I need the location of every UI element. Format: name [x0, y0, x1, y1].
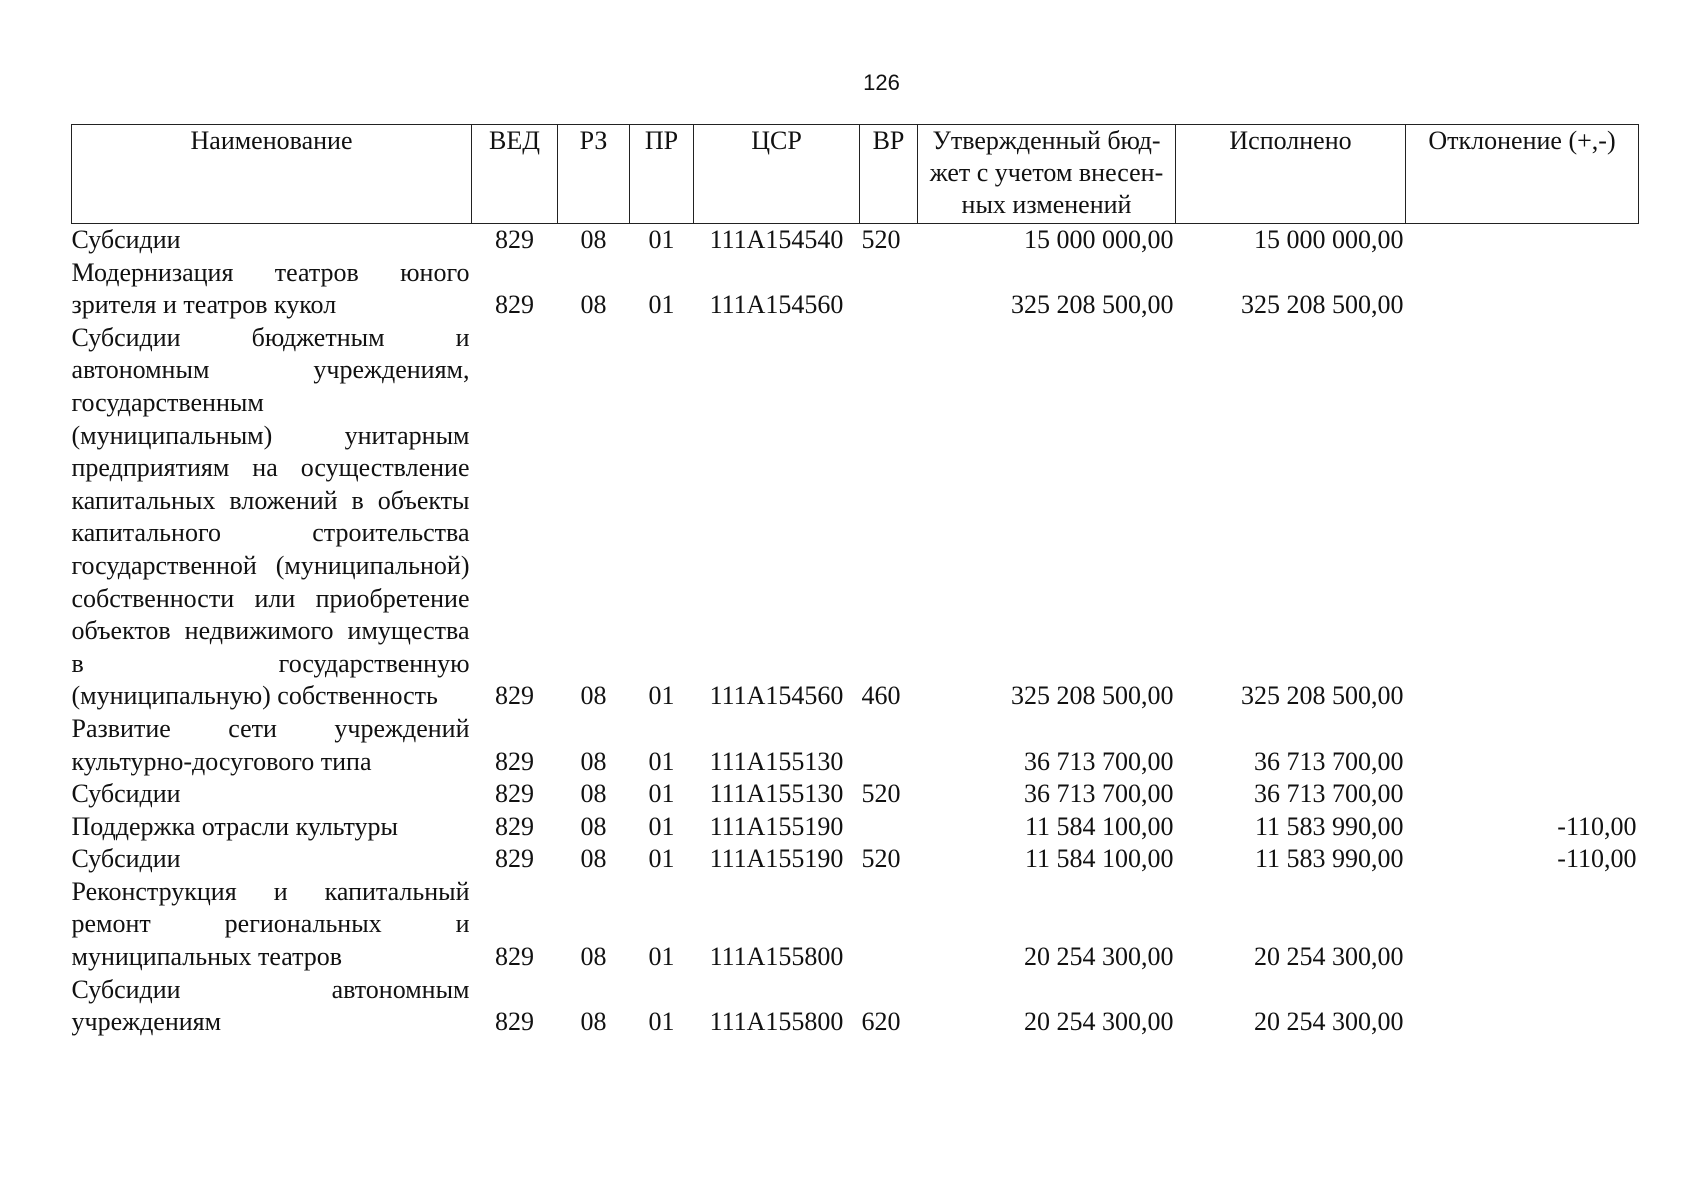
budget-execution-table [71, 124, 1639, 1039]
row-name: Реконструкция и капитальный ремонт региональных и муниципальных театров [71, 876, 470, 972]
row-rz: 08 [580, 811, 607, 841]
row-budget: 36 713 700,00 [1024, 746, 1174, 776]
row-csr: 111А155190 [709, 844, 844, 874]
row-name: Субсидии бюджетным и автономным учреждениям, государственным (муниципальным) унитарным предприятиям на осуществление капитальных вложений в объекты капитального строительства государственной (муниципальной) собственности или приобретение объектов недвижимого имущества в государственную (муниципальную) собственность [71, 322, 470, 711]
row-ved: 829 [495, 942, 534, 972]
header-executed: Исполнено [1176, 125, 1406, 224]
row-rz: 08 [580, 779, 607, 809]
row-rz: 08 [580, 290, 607, 320]
row-deviation [1406, 713, 1639, 778]
table-row [72, 257, 1639, 322]
row-pr: 01 [648, 1007, 675, 1037]
row-budget: 36 713 700,00 [1024, 779, 1174, 809]
row-rz: 08 [580, 1007, 607, 1037]
header-name: Наименование [72, 125, 472, 224]
table-row [72, 876, 1639, 974]
row-ved: 829 [495, 779, 534, 809]
header-rz: РЗ [558, 125, 630, 224]
row-executed: 36 713 700,00 [1254, 746, 1404, 776]
row-name: Поддержка отрасли культуры [71, 811, 399, 841]
row-pr: 01 [648, 290, 675, 320]
row-ved: 829 [495, 225, 534, 254]
header-budget-line-1: Утвержденный бюд- [932, 126, 1161, 155]
row-csr: 111А155190 [709, 811, 844, 841]
header-ved: ВЕД [472, 125, 558, 224]
row-ved: 829 [495, 1007, 534, 1037]
row-ved: 829 [495, 746, 534, 776]
row-name: Субсидии [71, 779, 181, 809]
row-executed: 15 000 000,00 [1254, 225, 1404, 254]
row-budget: 20 254 300,00 [1024, 1007, 1174, 1037]
row-vr: 520 [861, 779, 901, 809]
row-executed: 325 208 500,00 [1241, 290, 1404, 320]
row-vr [860, 876, 918, 974]
row-vr: 520 [861, 225, 901, 254]
row-name: Развитие сети учреждений культурно-досугового типа [71, 713, 470, 776]
row-rz: 08 [580, 942, 607, 972]
row-vr [860, 257, 918, 322]
row-vr: 620 [861, 1007, 901, 1037]
row-vr: 460 [861, 681, 901, 711]
row-executed: 36 713 700,00 [1254, 779, 1404, 809]
table-row [72, 811, 1639, 844]
header-approved-budget [918, 125, 1176, 224]
row-deviation [1406, 876, 1639, 974]
row-pr: 01 [648, 942, 675, 972]
header-vr: ВР [860, 125, 918, 224]
row-csr: 111А155130 [709, 746, 844, 776]
row-budget: 11 584 100,00 [1024, 811, 1174, 841]
table-body [72, 224, 1639, 1039]
row-executed: 20 254 300,00 [1254, 1007, 1404, 1037]
row-ved: 829 [495, 290, 534, 320]
table-row [72, 778, 1639, 811]
row-name: Субсидии [71, 225, 181, 254]
row-executed: 11 583 990,00 [1254, 811, 1404, 841]
table-row [72, 713, 1639, 778]
header-budget-line-3: ных изменений [961, 190, 1132, 219]
row-ved: 829 [495, 681, 534, 711]
row-budget: 15 000 000,00 [1024, 225, 1174, 254]
row-budget: 11 584 100,00 [1024, 844, 1174, 874]
table-row [72, 322, 1639, 713]
row-pr: 01 [648, 225, 675, 254]
row-executed: 325 208 500,00 [1241, 681, 1404, 711]
row-pr: 01 [648, 681, 675, 711]
row-csr: 111А155130 [709, 779, 844, 809]
row-pr: 01 [648, 811, 675, 841]
row-csr: 111А154540 [709, 225, 844, 254]
row-rz: 08 [580, 844, 607, 874]
row-pr: 01 [648, 779, 675, 809]
row-budget: 20 254 300,00 [1024, 942, 1174, 972]
row-rz: 08 [580, 681, 607, 711]
row-vr: 520 [861, 844, 901, 874]
row-rz: 08 [580, 225, 607, 254]
row-ved: 829 [495, 844, 534, 874]
header-deviation: Отклонение (+,-) [1406, 125, 1639, 224]
page-number: 126 [863, 70, 900, 95]
row-csr: 111А154560 [709, 681, 844, 711]
row-name: Субсидии [71, 844, 181, 874]
row-deviation: -110,00 [1557, 811, 1637, 841]
table-row [72, 974, 1639, 1039]
row-ved: 829 [495, 811, 534, 841]
row-deviation [1406, 778, 1639, 811]
table-row [72, 843, 1639, 876]
row-name: Модернизация театров юного зрителя и театров кукол [71, 257, 470, 320]
header-csr: ЦСР [694, 125, 860, 224]
row-budget: 325 208 500,00 [1011, 290, 1174, 320]
row-name: Субсидии автономным учреждениям [71, 974, 470, 1037]
row-budget: 325 208 500,00 [1011, 681, 1174, 711]
row-executed: 11 583 990,00 [1254, 844, 1404, 874]
header-row [72, 125, 1639, 224]
row-deviation [1406, 974, 1639, 1039]
row-rz: 08 [580, 746, 607, 776]
row-deviation [1406, 224, 1639, 257]
row-csr: 111А155800 [709, 1007, 844, 1037]
row-pr: 01 [648, 746, 675, 776]
header-budget-line-2: жет с учетом внесен- [929, 158, 1164, 187]
row-csr: 111А154560 [709, 290, 844, 320]
row-pr: 01 [648, 844, 675, 874]
row-executed: 20 254 300,00 [1254, 942, 1404, 972]
row-deviation [1406, 322, 1639, 713]
header-pr: ПР [630, 125, 694, 224]
table-row [72, 224, 1639, 257]
row-vr [860, 811, 918, 844]
table-header [72, 125, 1639, 224]
row-vr [860, 713, 918, 778]
row-csr: 111А155800 [709, 942, 844, 972]
row-deviation: -110,00 [1557, 844, 1637, 874]
row-deviation [1406, 257, 1639, 322]
